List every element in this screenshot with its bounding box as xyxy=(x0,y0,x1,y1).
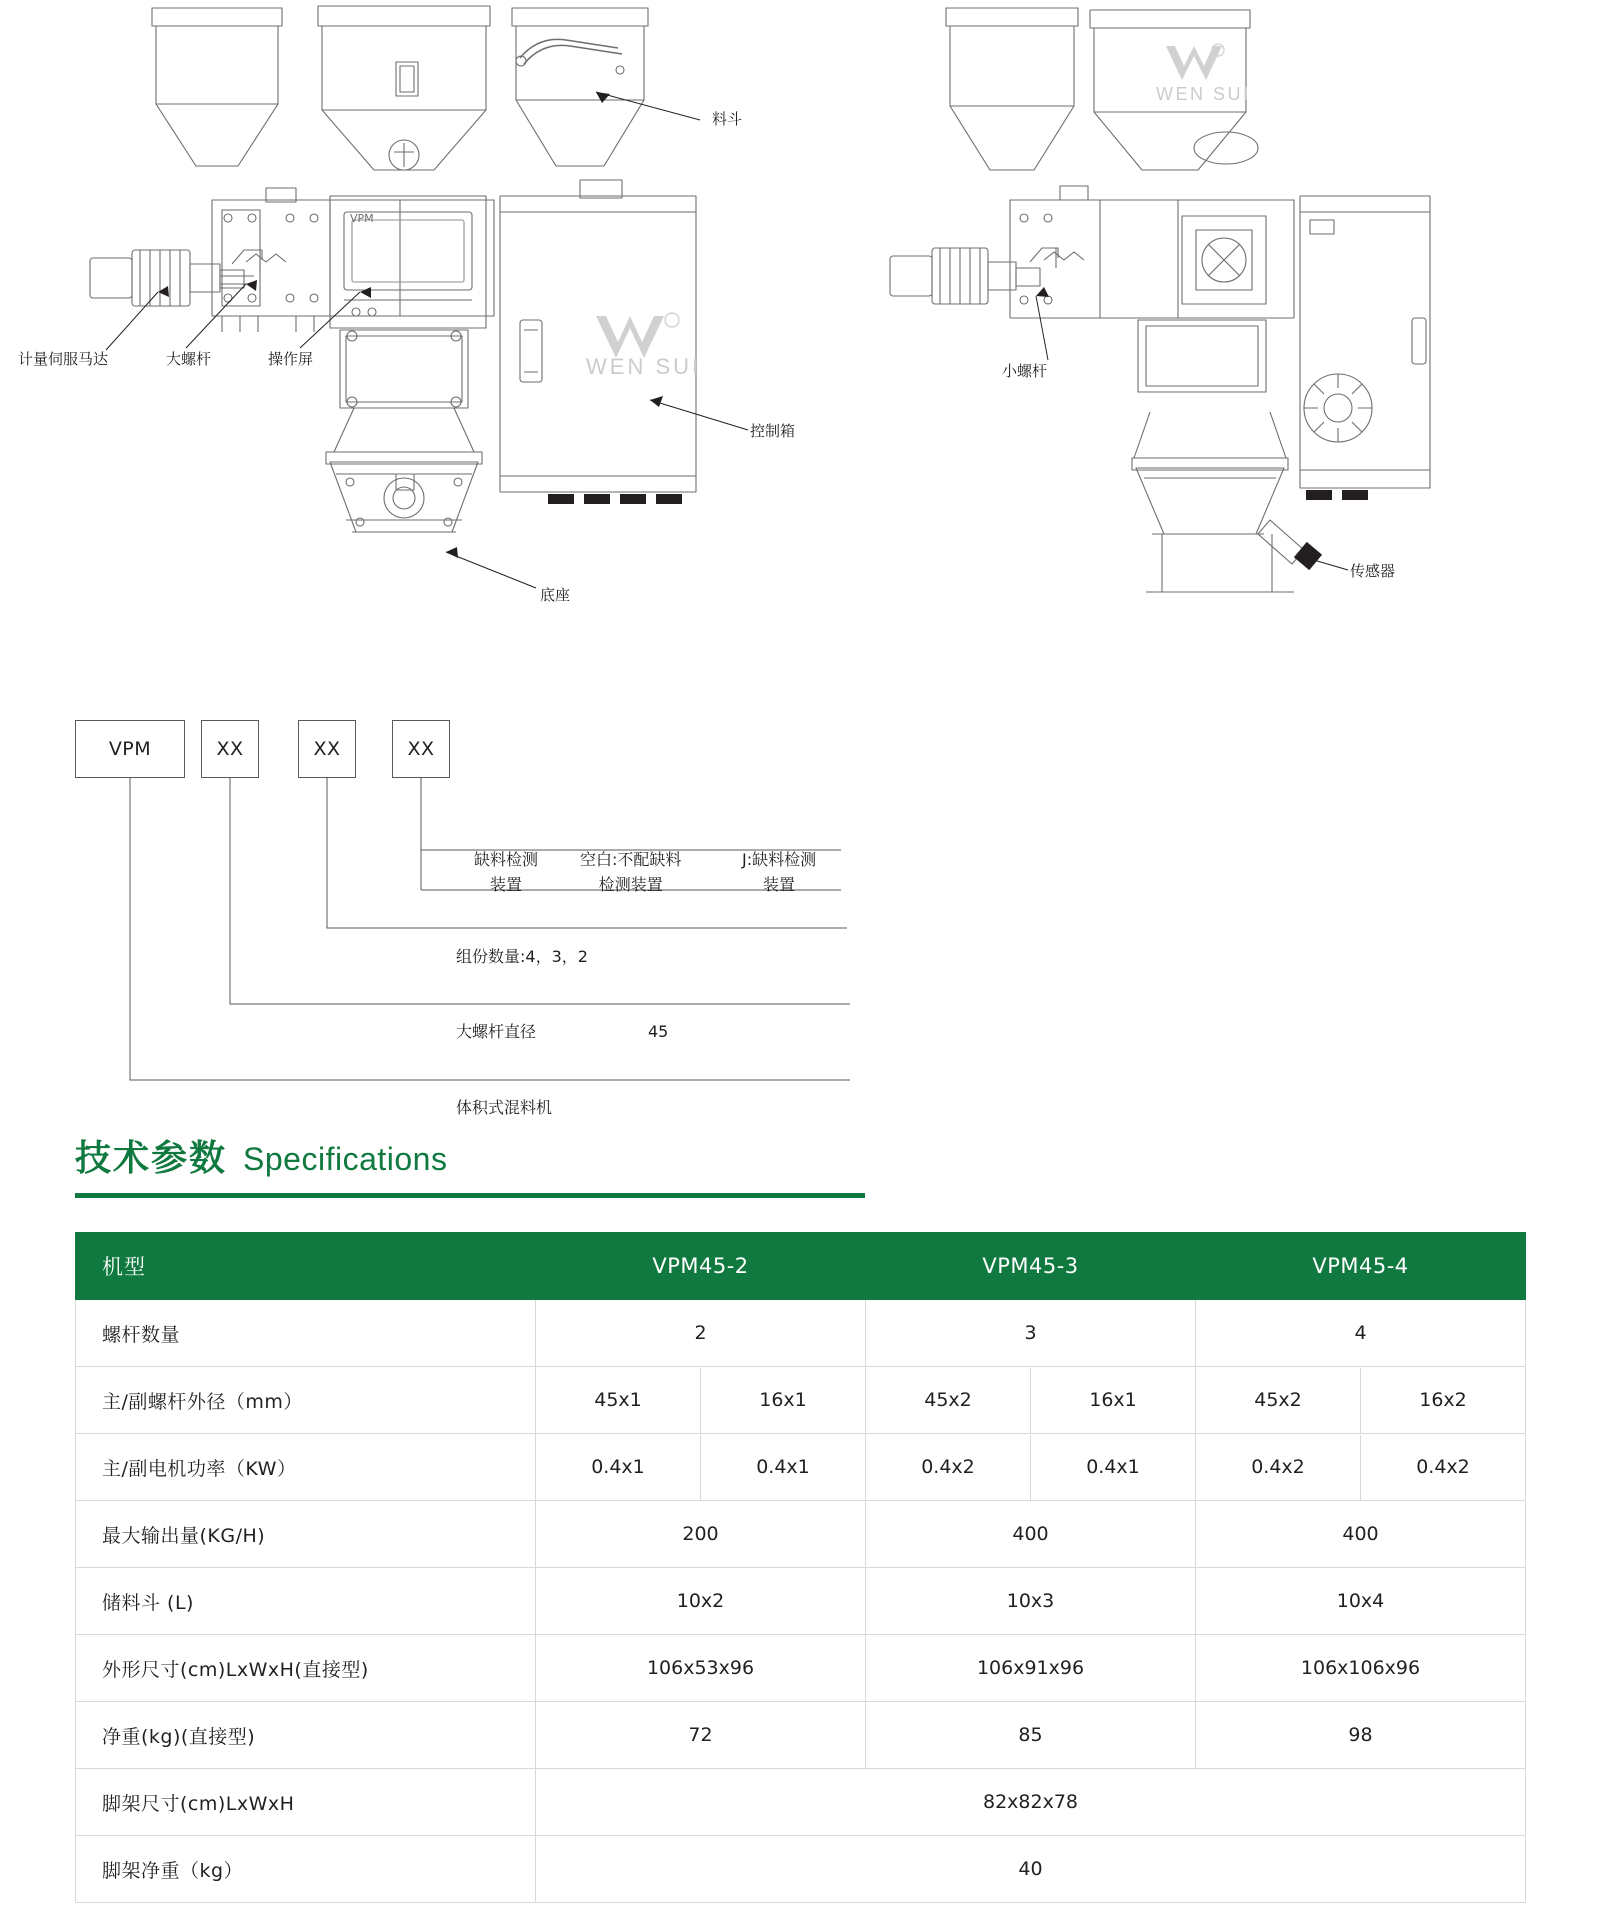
header-model-vpm45-4: VPM45-4 xyxy=(1196,1233,1526,1300)
specifications-table-wrapper xyxy=(75,1232,1525,1903)
label-component-count: 组份数量:4，3，2 xyxy=(456,947,588,966)
table-header-row xyxy=(76,1233,1526,1300)
table-row xyxy=(76,1836,1526,1903)
row-value: 10x4 xyxy=(1196,1568,1526,1635)
row-value: 10x2 xyxy=(536,1568,866,1635)
callout-operation-screen: 操作屏 xyxy=(268,350,314,368)
row-value: 400 xyxy=(866,1501,1196,1568)
code-shortage-detector-text: XX xyxy=(407,738,435,760)
row-value: 2 xyxy=(536,1300,866,1367)
row-value: 85 xyxy=(866,1702,1196,1769)
header-model-vpm45-3: VPM45-3 xyxy=(866,1233,1196,1300)
table-row xyxy=(76,1568,1526,1635)
callout-base: 底座 xyxy=(540,586,571,604)
row-value: 45x1 xyxy=(536,1368,701,1433)
label-j-option-line2: 装置 xyxy=(763,874,796,894)
table-row xyxy=(76,1702,1526,1769)
callout-vpm-badge: VPM xyxy=(350,212,374,225)
row-value: 16x2 xyxy=(1419,1389,1467,1411)
row-label: 最大输出量(KG/H) xyxy=(76,1501,536,1568)
row-value: 4 xyxy=(1196,1300,1526,1367)
row-value: 106x106x96 xyxy=(1196,1635,1526,1702)
callout-small-screw: 小螺杆 xyxy=(1002,362,1048,380)
label-shortage-detector-line1: 缺料检测 xyxy=(474,850,539,869)
table-row xyxy=(76,1367,1526,1434)
row-value: 0.4x2 xyxy=(866,1435,1031,1500)
label-blank-option-line2: 检测装置 xyxy=(598,874,663,894)
row-value: 16x1 xyxy=(759,1389,807,1411)
callout-metering-servo-motor: 计量伺服马达 xyxy=(18,350,109,368)
header-model-vpm45-2: VPM45-2 xyxy=(536,1233,866,1300)
svg-text:WEN SUI: WEN SUI xyxy=(586,354,702,379)
callout-sensor: 传感器 xyxy=(1350,562,1396,580)
code-component-count-text: XX xyxy=(313,738,341,760)
row-split-cell xyxy=(1196,1367,1526,1434)
row-value: 98 xyxy=(1196,1702,1526,1769)
specifications-heading xyxy=(75,1130,875,1198)
label-machine-type: 体积式混料机 xyxy=(456,1098,553,1117)
table-row xyxy=(76,1300,1526,1367)
model-naming-legend xyxy=(0,660,1600,1130)
row-value: 106x91x96 xyxy=(866,1635,1196,1702)
row-split-cell xyxy=(1196,1434,1526,1501)
row-value: 0.4x1 xyxy=(1086,1456,1140,1478)
row-value: 3 xyxy=(866,1300,1196,1367)
callout-control-box: 控制箱 xyxy=(750,422,796,440)
row-label: 螺杆数量 xyxy=(76,1300,536,1367)
code-box-screw-diameter xyxy=(201,720,259,778)
label-shortage-detector-line2: 装置 xyxy=(490,874,523,894)
row-value: 40 xyxy=(536,1836,1526,1903)
row-value: 45x2 xyxy=(1196,1368,1361,1433)
row-split-cell xyxy=(866,1367,1196,1434)
label-shortage-detector xyxy=(474,848,538,898)
table-row xyxy=(76,1501,1526,1568)
row-label: 净重(kg)(直接型) xyxy=(76,1702,536,1769)
row-split-cell xyxy=(536,1367,866,1434)
table-row xyxy=(76,1769,1526,1836)
label-shortage-detector-blank xyxy=(580,848,681,898)
row-label: 主/副电机功率（KW） xyxy=(76,1434,536,1501)
code-box-component-count xyxy=(298,720,356,778)
table-row xyxy=(76,1434,1526,1501)
header-model-label: 机型 xyxy=(76,1233,536,1300)
row-value: 0.4x1 xyxy=(756,1456,810,1478)
code-series-text: VPM xyxy=(108,738,152,760)
row-value: 200 xyxy=(536,1501,866,1568)
spec-heading-cn: 技术参数 xyxy=(75,1138,228,1179)
row-value: 0.4x1 xyxy=(536,1435,701,1500)
code-box-series xyxy=(75,720,185,778)
row-value: 16x1 xyxy=(1089,1389,1137,1411)
callout-large-screw: 大螺杆 xyxy=(166,350,212,368)
row-value: 72 xyxy=(536,1702,866,1769)
row-label: 外形尺寸(cm)LxWxH(直接型) xyxy=(76,1635,536,1702)
row-value: 0.4x2 xyxy=(1416,1456,1470,1478)
specifications-table xyxy=(75,1232,1526,1903)
spec-heading-rule xyxy=(75,1193,865,1198)
row-value: 0.4x2 xyxy=(1196,1435,1361,1500)
svg-text:WEN SUI: WEN SUI xyxy=(1156,84,1251,104)
code-box-shortage-detector xyxy=(392,720,450,778)
label-blank-option-line1: 空白:不配缺料 xyxy=(580,850,682,869)
row-label: 脚架净重（kg） xyxy=(76,1836,536,1903)
callout-hopper: 料斗 xyxy=(712,110,743,128)
row-label: 主/副螺杆外径（mm） xyxy=(76,1367,536,1434)
row-label: 脚架尺寸(cm)LxWxH xyxy=(76,1769,536,1836)
brand-logo xyxy=(586,313,701,379)
row-split-cell xyxy=(536,1434,866,1501)
table-row xyxy=(76,1635,1526,1702)
row-value: 106x53x96 xyxy=(536,1635,866,1702)
spec-heading-en: Specifications xyxy=(243,1141,448,1177)
product-diagram xyxy=(0,0,1600,660)
row-split-cell xyxy=(866,1434,1196,1501)
row-value: 45x2 xyxy=(866,1368,1031,1433)
row-label: 储料斗 (L) xyxy=(76,1568,536,1635)
code-screw-diameter-text: XX xyxy=(216,738,244,760)
row-value: 82x82x78 xyxy=(536,1769,1526,1836)
row-value: 400 xyxy=(1196,1501,1526,1568)
row-value: 10x3 xyxy=(866,1568,1196,1635)
label-j-option-line1: J:缺料检测 xyxy=(742,850,817,869)
label-screw-diameter-value: 45 xyxy=(648,1022,669,1041)
label-shortage-detector-j xyxy=(742,848,816,898)
label-screw-diameter: 大螺杆直径 xyxy=(456,1022,537,1041)
